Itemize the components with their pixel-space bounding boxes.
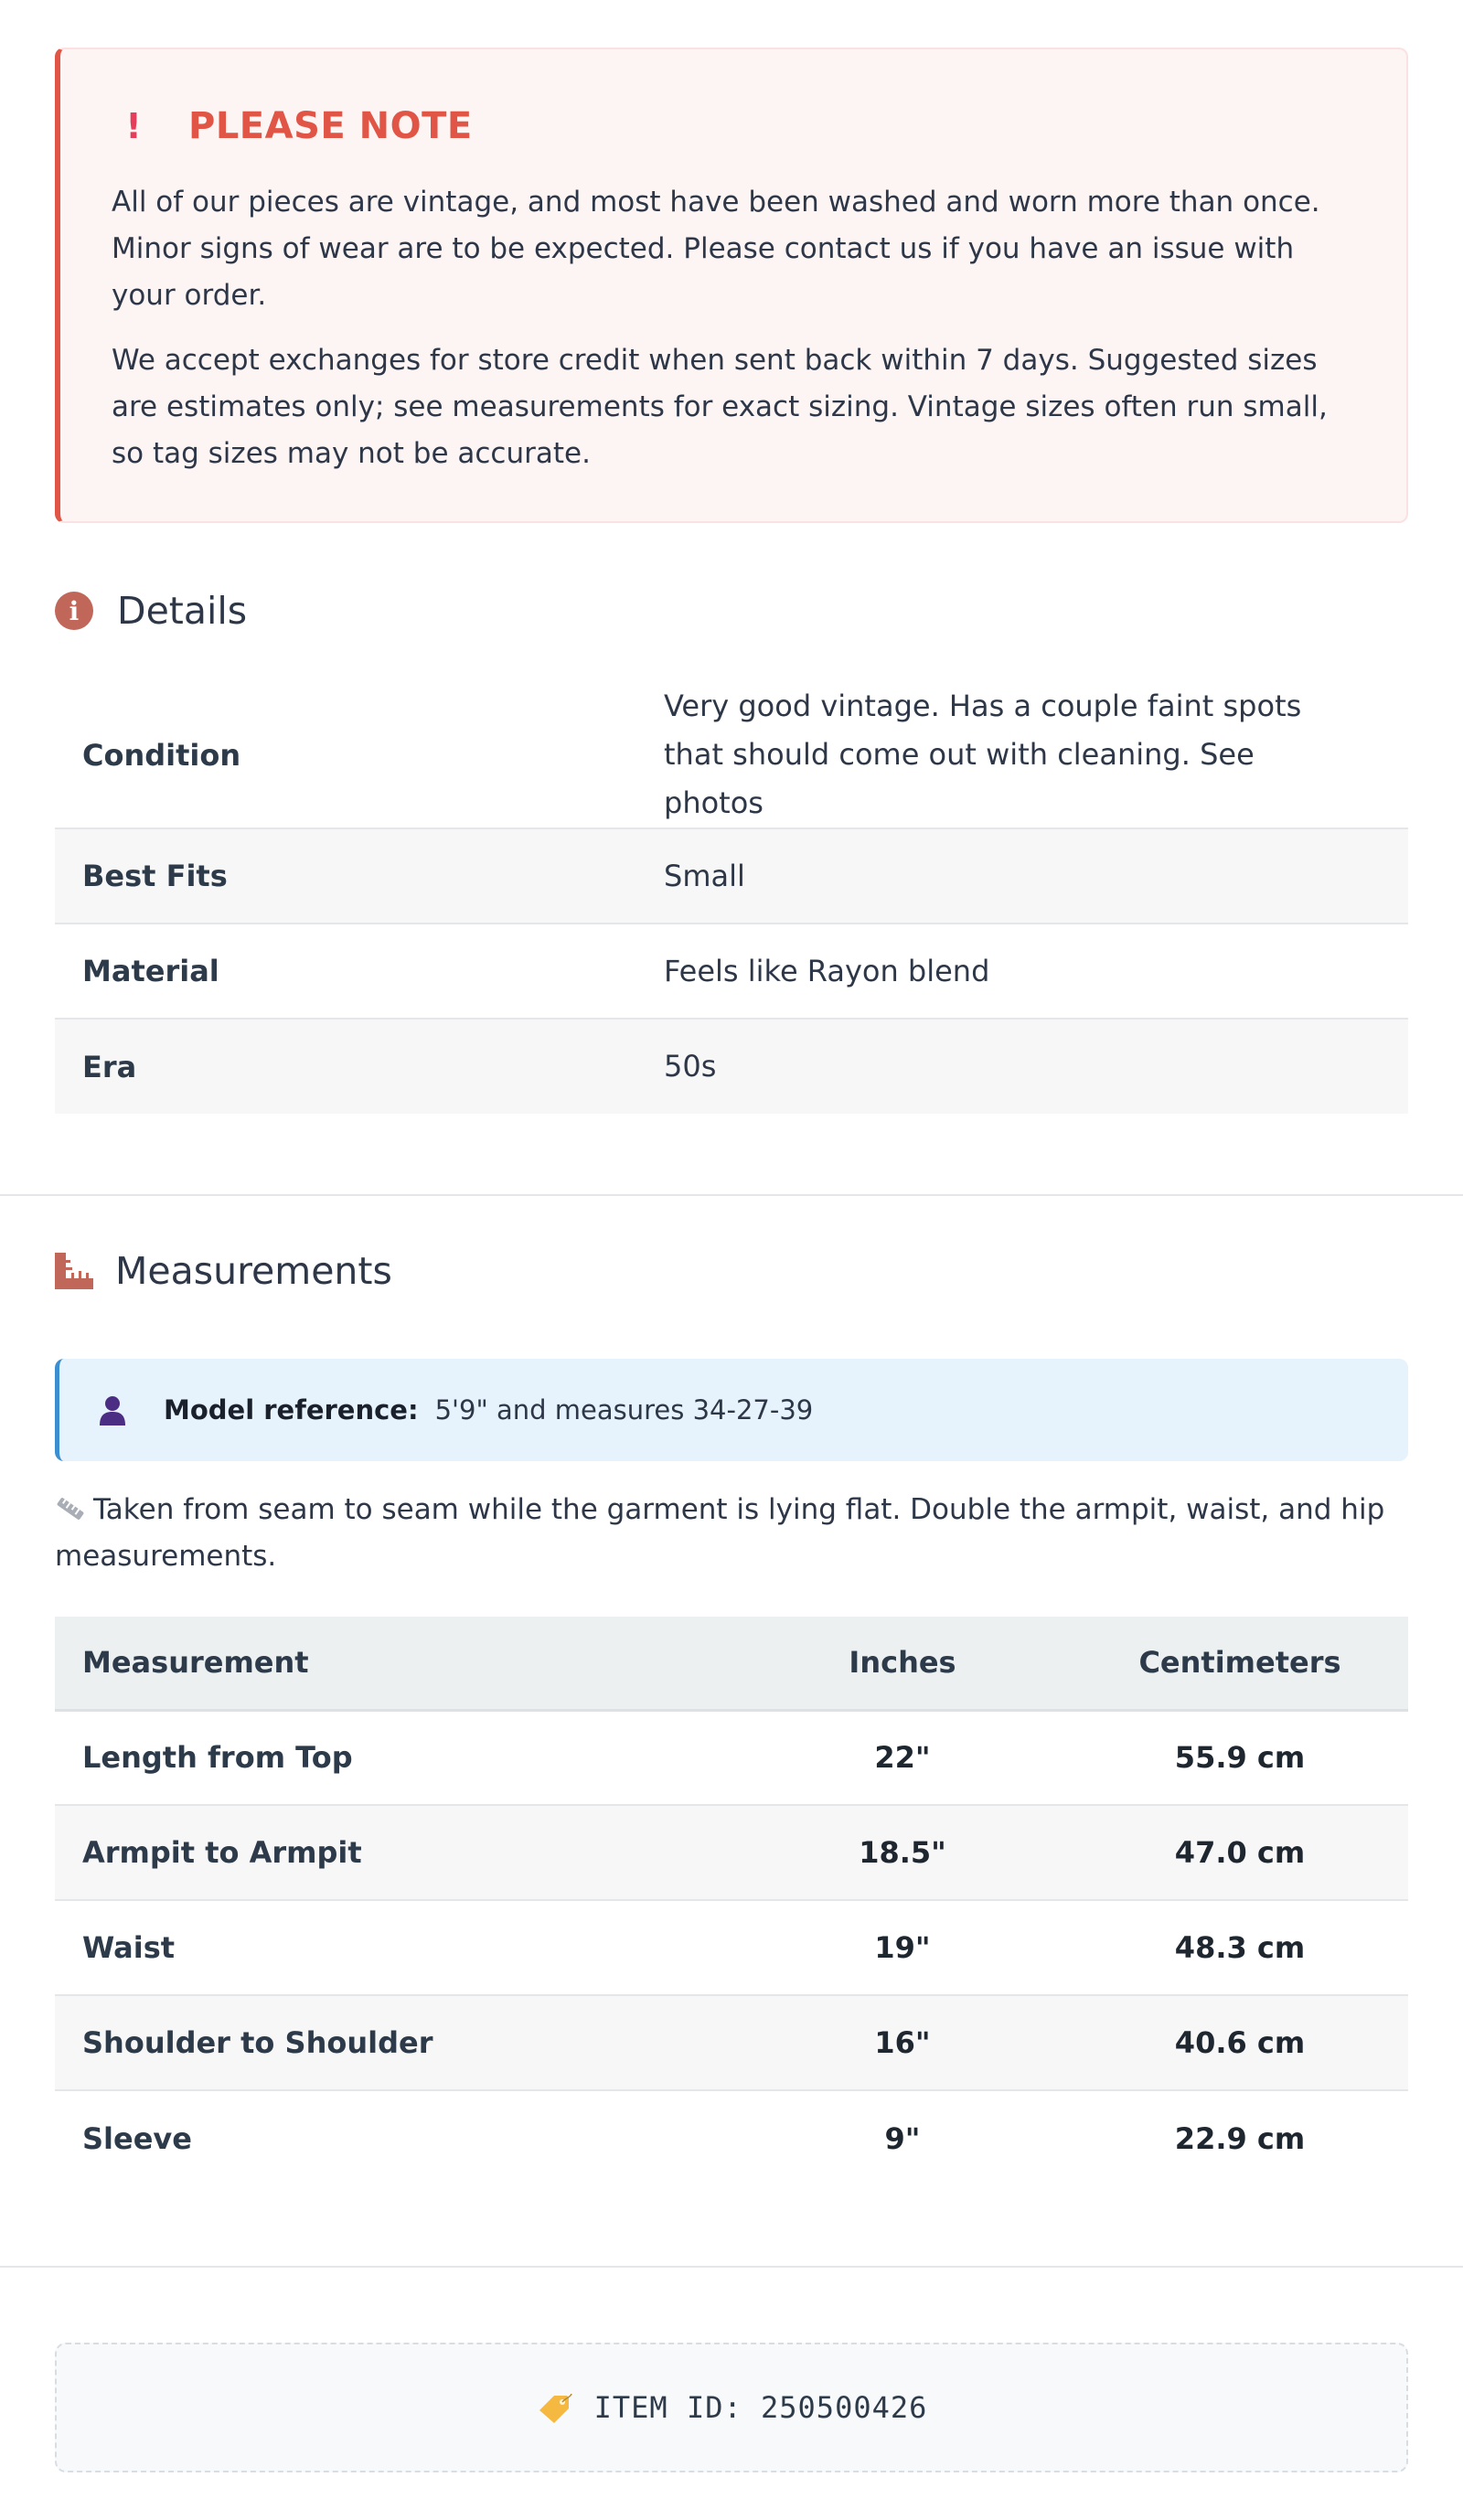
note-title: PLEASE NOTE xyxy=(188,105,473,147)
table-row xyxy=(55,2090,1408,2185)
details-label: Condition xyxy=(82,737,241,773)
measurement-cm: 48.3 cm xyxy=(1174,1930,1306,1965)
measurement-inches: 22" xyxy=(874,1740,931,1776)
measurement-inches: 18.5" xyxy=(859,1835,946,1870)
section-divider xyxy=(0,2266,1463,2268)
bottom-spacer xyxy=(55,2472,1408,2520)
note-paragraph: We accept exchanges for store credit when sent back within 7 days. Suggested sizes are estimates only; see measurements for exact sizing. Vintage sizes often run small, so tag sizes may not be accurate. xyxy=(112,344,1328,470)
exclamation-icon: ! xyxy=(125,106,142,146)
details-label: Material xyxy=(82,954,219,988)
measurement-cm: 40.6 cm xyxy=(1174,2025,1306,2060)
measurement-inches: 16" xyxy=(874,2025,931,2060)
details-heading xyxy=(55,589,1408,633)
details-title: Details xyxy=(117,589,248,633)
column-header: Inches xyxy=(733,1617,1072,1710)
details-value: 50s xyxy=(664,1049,717,1084)
measurement-note-text: Taken from seam to seam while the garment is lying flat. Double the armpit, waist, and hip measurements. xyxy=(55,1493,1385,1573)
details-row xyxy=(55,1019,1408,1114)
measurement-name: Shoulder to Shoulder xyxy=(82,2025,433,2060)
model-reference-value: 5'9" and measures 34-27-39 xyxy=(434,1394,814,1426)
section-divider xyxy=(0,1194,1463,1196)
details-label: Era xyxy=(82,1049,137,1084)
pencil-icon xyxy=(55,1495,86,1522)
details-row xyxy=(55,682,1408,828)
details-label: Best Fits xyxy=(82,859,228,893)
info-circle-icon: i xyxy=(55,592,93,630)
table-row xyxy=(55,1995,1408,2090)
ruler-icon xyxy=(55,1253,93,1289)
details-value: Small xyxy=(664,858,745,893)
measurement-name: Waist xyxy=(82,1930,176,1965)
measurement-inches: 9" xyxy=(884,2120,921,2156)
details-value: Feels like Rayon blend xyxy=(664,953,990,988)
measurements-table xyxy=(55,1617,1408,2185)
measurements-heading xyxy=(55,1249,1408,1293)
measurement-name: Length from Top xyxy=(82,1740,353,1776)
measurement-cm: 55.9 cm xyxy=(1174,1740,1306,1776)
measurements-title: Measurements xyxy=(115,1249,392,1293)
details-value: Very good vintage. Has a couple faint spots that should come out with cleaning. See photos xyxy=(664,689,1302,820)
table-row xyxy=(55,1805,1408,1900)
table-row xyxy=(55,1710,1408,1805)
measurement-cm: 22.9 cm xyxy=(1174,2120,1306,2156)
table-row xyxy=(55,1900,1408,1995)
item-id-label: ITEM ID: 250500426 xyxy=(593,2390,928,2425)
column-header: Measurement xyxy=(55,1617,733,1710)
details-row xyxy=(55,924,1408,1019)
note-header xyxy=(112,101,1359,152)
details-row xyxy=(55,828,1408,924)
note-paragraph: All of our pieces are vintage, and most have been washed and worn more than once. Minor signs of wear are to be expected. Please contact us if you have an issue with your order. xyxy=(112,186,1320,312)
please-note-box xyxy=(55,48,1408,523)
person-icon xyxy=(98,1394,127,1426)
measurement-inches: 19" xyxy=(874,1930,931,1965)
model-reference-box xyxy=(55,1359,1408,1461)
model-reference-label: Model reference: xyxy=(164,1394,419,1426)
measurement-name: Armpit to Armpit xyxy=(82,1835,362,1870)
table-header-row xyxy=(55,1617,1408,1710)
tag-icon xyxy=(536,2392,572,2423)
measurement-note xyxy=(55,1487,1408,1580)
item-id-box xyxy=(55,2343,1408,2472)
column-header: Centimeters xyxy=(1072,1617,1408,1710)
details-table xyxy=(55,682,1408,1114)
measurement-cm: 47.0 cm xyxy=(1174,1835,1306,1870)
measurement-name: Sleeve xyxy=(82,2120,192,2156)
